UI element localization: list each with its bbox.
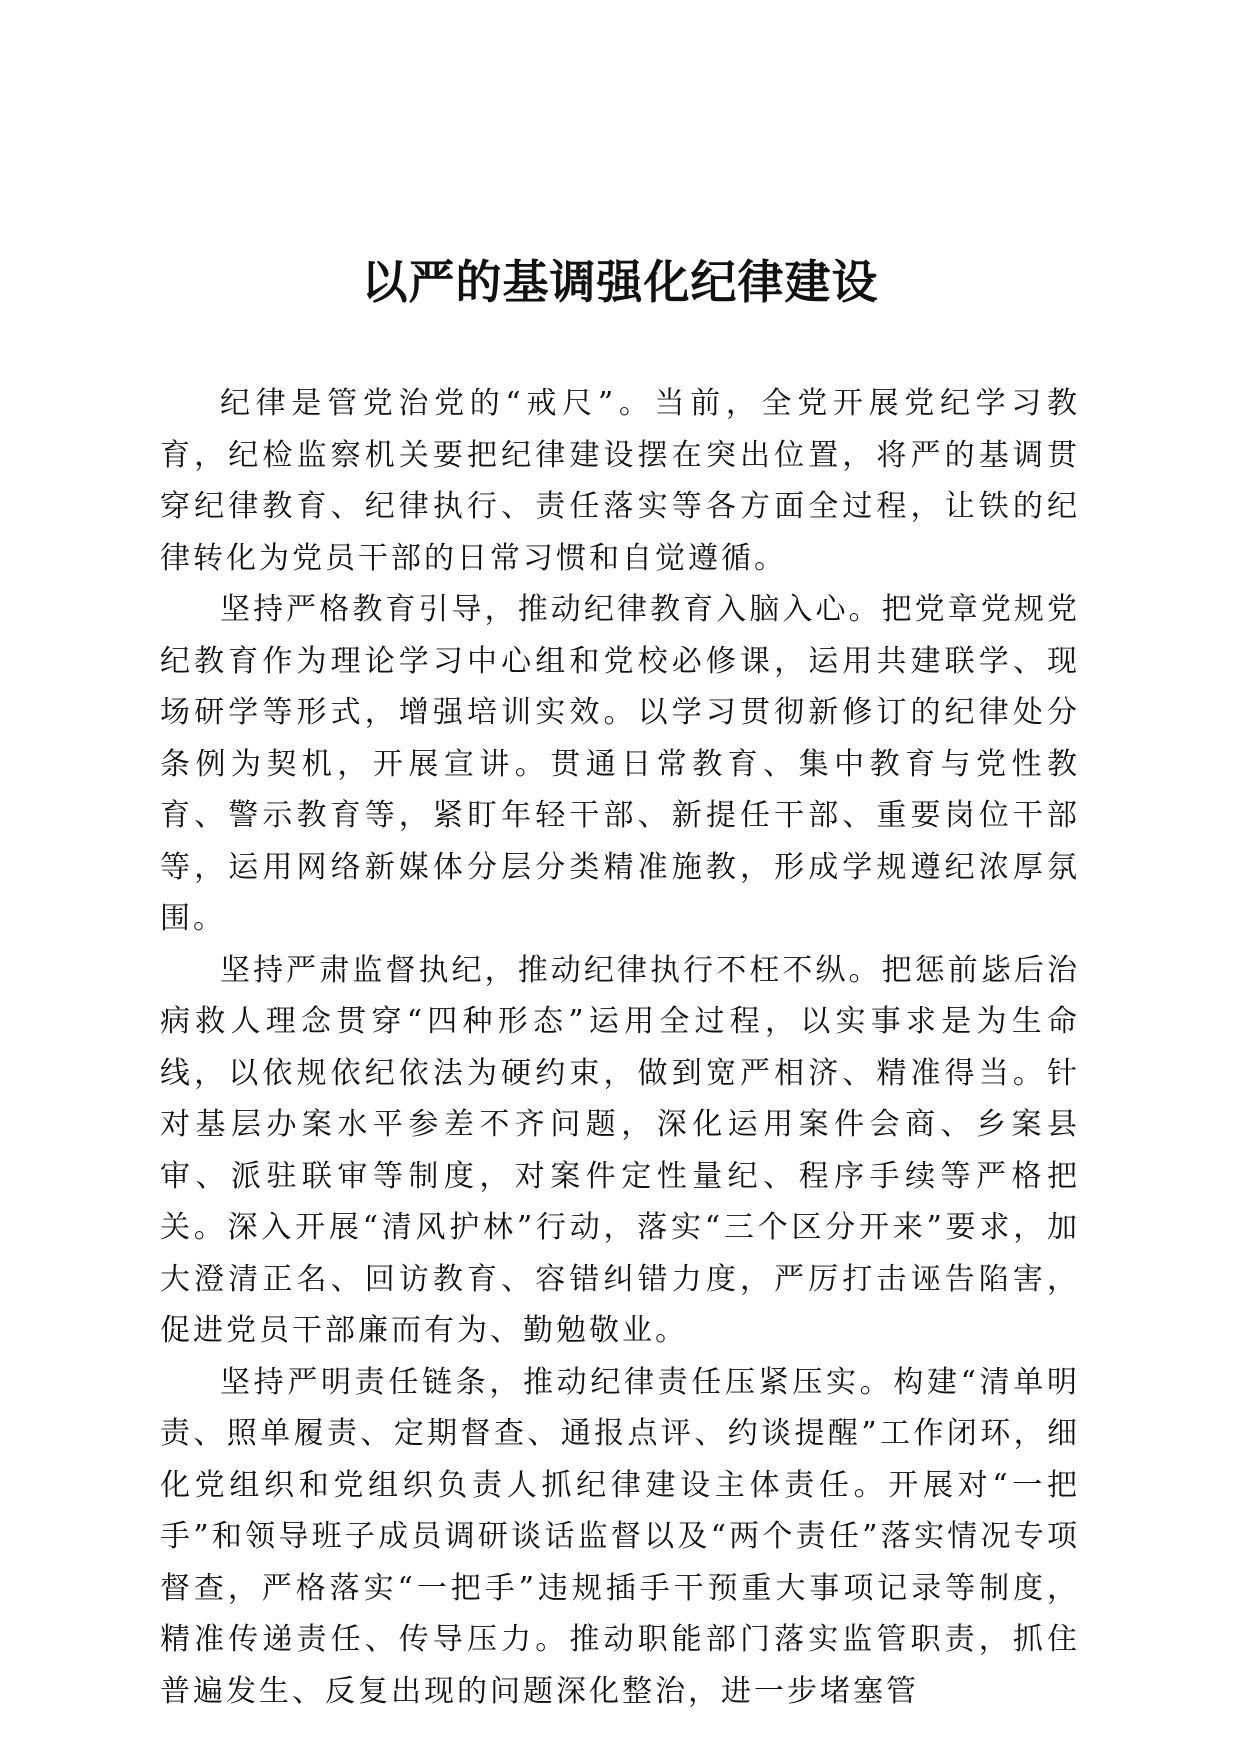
paragraph-intro: 纪律是管党治党的“戒尺”。当前，全党开展党纪学习教育，纪检监察机关要把纪律建设摆在突出位置，将严的基调贯穿纪律教育、纪律执行、责任落实等各方面全过程，让铁的纪律转化为党员干部的日常习惯和自觉遵循。 [160,386,1080,576]
paragraph-discipline-enforcement: 坚持严肃监督执纪，推动纪律执行不枉不纵。把惩前毖后治病救人理念贯穿“四种形态”运用全过程，以实事求是为生命线，以依规依纪依法为硬约束，做到宽严相济、精准得当。针对基层办案水平参差不齐问题，深化运用案件会商、乡案县审、派驻联审等制度，对案件定性量纪、程序手续等严格把关。深入开展“清风护林”行动，落实“三个区分开来”要求，加大澄清正名、回访教育、容错纠错力度，严厉打击诬告陷害，促进党员干部廉而有为、勤勉敬业。 [160,952,1080,1348]
document-body [160,378,1080,1717]
paragraph-responsibility: 坚持严明责任链条，推动纪律责任压紧压实。构建“清单明责、照单履责、定期督查、通报点评、约谈提醒”工作闭环，细化党组织和党组织负责人抓纪律建设主体责任。开展对“一把手”和领导班子成员调研谈话监督以及“两个责任”落实情况专项督查，严格落实“一把手”违规插手干预重大事项记录等制度，精准传递责任、传导压力。推动职能部门落实监管职责，抓住普遍发生、反复出现的问题深化整治，进一步堵塞管 [160,1364,1080,1709]
paragraph-education: 坚持严格教育引导，推动纪律教育入脑入心。把党章党规党纪教育作为理论学习中心组和党校必修课，运用共建联学、现场研学等形式，增强培训实效。以学习贯彻新修订的纪律处分条例为契机，开展宣讲。贯通日常教育、集中教育与党性教育、警示教育等，紧盯年轻干部、新提任干部、重要岗位干部等，运用网络新媒体分层分类精准施教，形成学规遵纪浓厚氛围。 [160,592,1080,936]
document-title: 以严的基调强化纪律建设 [361,255,879,309]
